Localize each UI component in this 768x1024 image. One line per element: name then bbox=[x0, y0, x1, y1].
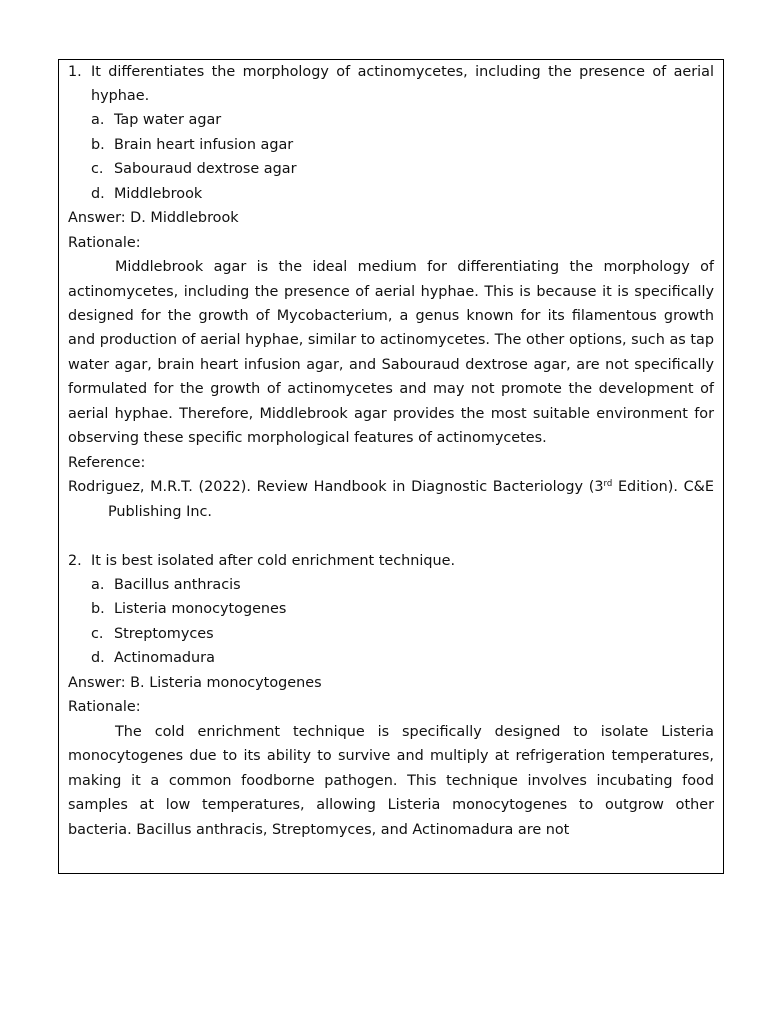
option-letter: b. bbox=[91, 136, 105, 153]
option-letter: b. bbox=[91, 601, 105, 618]
option-text: Middlebrook bbox=[114, 185, 203, 202]
option-text: Listeria monocytogenes bbox=[114, 601, 287, 618]
question-number: 2. bbox=[68, 552, 82, 569]
option-a bbox=[68, 573, 714, 597]
option-d bbox=[68, 182, 714, 206]
rationale-label: Rationale: bbox=[68, 234, 141, 251]
option-d bbox=[68, 646, 714, 670]
option-a bbox=[68, 108, 714, 132]
reference-citation bbox=[68, 475, 714, 524]
question-2 bbox=[68, 549, 714, 842]
option-text: Streptomyces bbox=[114, 625, 214, 642]
option-letter: d. bbox=[91, 650, 105, 667]
reference-edition: Edition). C&E bbox=[612, 479, 714, 496]
option-letter: c. bbox=[91, 625, 104, 642]
question-text: It differentiates the morphology of actinomycetes, including the presence of aerial hyphae. bbox=[91, 63, 714, 104]
option-letter: a. bbox=[91, 112, 105, 129]
option-c bbox=[68, 622, 714, 646]
reference-superscript: rd bbox=[603, 479, 613, 490]
question-number: 1. bbox=[68, 63, 82, 80]
reference-text: Rodriguez, M.R.T. (2022). Review Handbook in Diagnostic Bacteriology (3 bbox=[68, 479, 604, 496]
option-letter: c. bbox=[91, 161, 104, 178]
answer-line: Answer: D. Middlebrook bbox=[68, 210, 239, 227]
option-text: Tap water agar bbox=[114, 112, 222, 129]
option-letter: a. bbox=[91, 577, 105, 593]
option-text: Brain heart infusion agar bbox=[114, 136, 294, 153]
reference-label: Reference: bbox=[68, 454, 146, 471]
option-text: Sabouraud dextrose agar bbox=[114, 161, 297, 178]
question-2-stem bbox=[68, 549, 714, 573]
question-1-stem bbox=[68, 60, 714, 109]
option-letter: d. bbox=[91, 185, 105, 202]
document-frame bbox=[58, 59, 724, 874]
option-text: Actinomadura bbox=[114, 650, 215, 667]
question-1 bbox=[68, 60, 714, 525]
option-text: Bacillus anthracis bbox=[114, 577, 241, 593]
reference-publisher: Publishing Inc. bbox=[108, 503, 212, 520]
option-c bbox=[68, 157, 714, 181]
rationale-text: Middlebrook agar is the ideal medium for differentiating the morphology of actinomycetes, including the presence of aerial hyphae. This is because it is specifically designed for the growth of Mycobacterium, a genus known for its filamentous growth and production of aerial hyphae, similar to actinomycetes. The other options, such as tap water agar, brain heart infusion agar, and Sabouraud dextrose agar, are not specifically formulated for the growth of actinomycetes and may not promote the development of aerial hyphae. Therefore, Middlebrook agar provides the most suitable environment for observing these specific morphological features of actinomycetes. bbox=[68, 259, 714, 447]
spacer bbox=[68, 524, 714, 548]
rationale-label: Rationale: bbox=[68, 699, 141, 716]
option-b bbox=[68, 133, 714, 157]
rationale-text: The cold enrichment technique is specifically designed to isolate Listeria monocytogenes due to its ability to survive and multiply at refrigeration temperatures, making it a common foodborne pathogen. This technique involves incubating food samples at low temperatures, allowing Listeria monocytogenes to outgrow other bacteria. Bacillus anthracis, Streptomyces, and Actinomadura are not bbox=[68, 723, 714, 838]
answer-line: Answer: B. Listeria monocytogenes bbox=[68, 674, 322, 691]
option-b bbox=[68, 597, 714, 621]
question-text: It is best isolated after cold enrichment technique. bbox=[91, 552, 456, 569]
